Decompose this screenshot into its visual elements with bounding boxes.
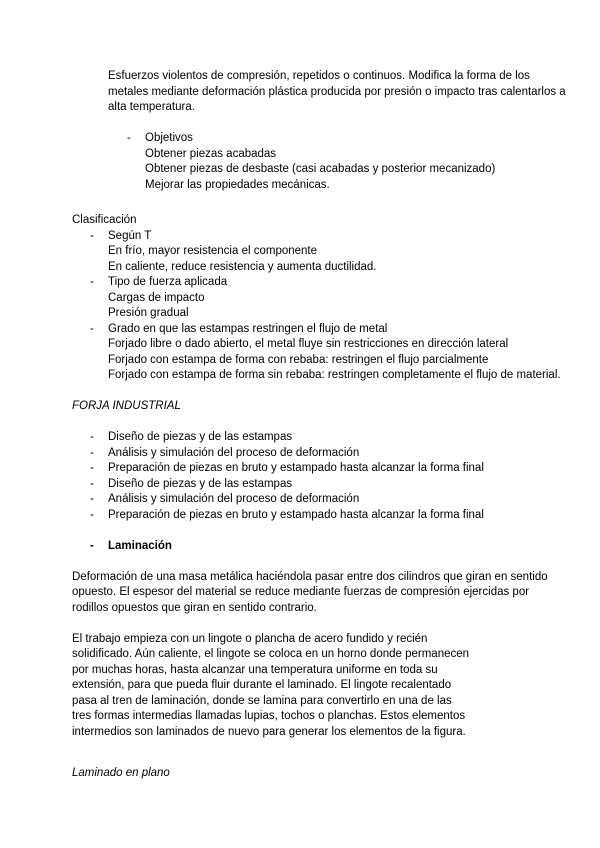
clasificacion-subitem: Presión gradual <box>108 307 189 319</box>
forja-bullet <box>72 446 567 462</box>
bullet-marker: - <box>90 477 94 490</box>
spacer <box>72 193 567 203</box>
objetivos-bullet <box>72 131 567 193</box>
forja-bullet-text: Preparación de piezas en bruto y estampado hasta alcanzar la forma final <box>108 508 484 521</box>
clasificacion-bullet-tipo-fuerza <box>72 275 567 322</box>
objetivos-item: Obtener piezas de desbaste (casi acabadas y posterior mecanizado) <box>145 163 496 175</box>
forja-bullet-text: Diseño de piezas y de las estampas <box>108 431 293 443</box>
laminacion-heading: Laminación <box>108 539 172 552</box>
spacer <box>72 203 567 213</box>
clasificacion-subitem: Forjado con estampa de forma sin rebaba: restringen completamente el flujo de material. <box>108 369 561 381</box>
clasificacion-bullet-body <box>108 275 567 322</box>
clasificacion-bullet-title: Grado en que las estampas restringen el flujo de metal <box>108 322 388 335</box>
bullet-marker: - <box>90 539 94 552</box>
forja-industrial-heading: FORJA INDUSTRIAL <box>72 400 181 412</box>
bullet-marker: - <box>90 229 94 242</box>
spacer <box>72 756 567 766</box>
objetivos-item: Mejorar las propiedades mecánicas. <box>145 178 330 191</box>
bullet-marker: - <box>90 276 94 288</box>
bullet-marker: - <box>90 493 94 505</box>
forja-bullet-text: Preparación de piezas en bruto y estampado hasta alcanzar la forma final <box>108 462 484 474</box>
clasificacion-bullet-body <box>108 322 567 384</box>
spacer <box>72 116 567 132</box>
objetivos-title: Objetivos <box>145 132 193 144</box>
clasificacion-bullet-title: Tipo de fuerza aplicada <box>108 276 228 288</box>
clasificacion-subitem: Forjado con estampa de forma con rebaba: restringen el flujo parcialmente <box>108 353 489 366</box>
objetivos-item: Obtener piezas acabadas <box>145 147 277 160</box>
forja-bullet <box>72 508 567 524</box>
clasificacion-bullet-segun-t <box>72 229 567 276</box>
laminado-en-plano-heading: Laminado en plano <box>72 766 170 779</box>
intro-paragraph: Esfuerzos violentos de compresión, repetidos o continuos. Modifica la forma de los metales mediante deformación plástica producida por presión o impacto tras calentarlos a alta temperatura. <box>108 70 566 113</box>
clasificacion-bullet-body <box>108 229 567 276</box>
clasificacion-bullet-title: Según T <box>108 229 152 242</box>
forja-bullet <box>72 430 567 446</box>
spacer <box>72 415 567 431</box>
bullet-marker: - <box>90 508 94 521</box>
clasificacion-subitem: Forjado libre o dado abierto, el metal fluye sin restricciones en dirección lateral <box>108 338 509 350</box>
forja-bullet <box>72 461 567 477</box>
clasificacion-subitem: En frío, mayor resistencia el componente <box>108 245 318 257</box>
forja-bullet-text: Diseño de piezas y de las estampas <box>108 477 293 490</box>
objetivos-body <box>145 131 567 193</box>
spacer <box>72 384 567 400</box>
laminacion-paragraph-2: El trabajo empieza con un lingote o plancha de acero fundido y recién solidificado. Aún caliente, el lingote se coloca en un horno donde permanecen por muchas horas, hasta alcanzar una temperatura uniforme en toda su extensión, para que pueda fluir durante el laminado. El lingote recalentado pasa al tren de laminación, donde se lamina para convertirlo en una de las tres formas intermedias llamadas lupias, tochos o planchas. Estos elementos intermedios son laminados de nuevo para generar los elementos de la figura. <box>72 632 470 738</box>
spacer <box>72 523 567 539</box>
spacer <box>72 554 567 570</box>
bullet-marker: - <box>90 462 94 474</box>
bullet-marker: - <box>127 132 131 144</box>
bullet-marker: - <box>90 431 94 443</box>
laminacion-paragraph-1: Deformación de una masa metálica haciéndola pasar entre dos cilindros que giran en sentido opuesto. El espesor del material se reduce mediante fuerzas de compresión ejercidas por rodillos opuestos que giran en sentido contrario. <box>72 570 548 614</box>
laminacion-heading-bullet <box>72 539 567 555</box>
clasificacion-bullet-grado <box>72 322 567 384</box>
bullet-marker: - <box>90 322 94 335</box>
bullet-marker: - <box>90 446 94 459</box>
forja-bullet <box>72 492 567 508</box>
clasificacion-subitem: En caliente, reduce resistencia y aumenta ductilidad. <box>108 260 377 273</box>
forja-bullet-text: Análisis y simulación del proceso de deformación <box>108 493 360 505</box>
clasificacion-subitem: Cargas de impacto <box>108 291 205 304</box>
forja-bullet-text: Análisis y simulación del proceso de deformación <box>108 446 360 459</box>
spacer <box>72 740 567 756</box>
forja-bullet <box>72 477 567 493</box>
spacer <box>72 616 567 632</box>
clasificacion-heading: Clasificación <box>72 214 137 226</box>
